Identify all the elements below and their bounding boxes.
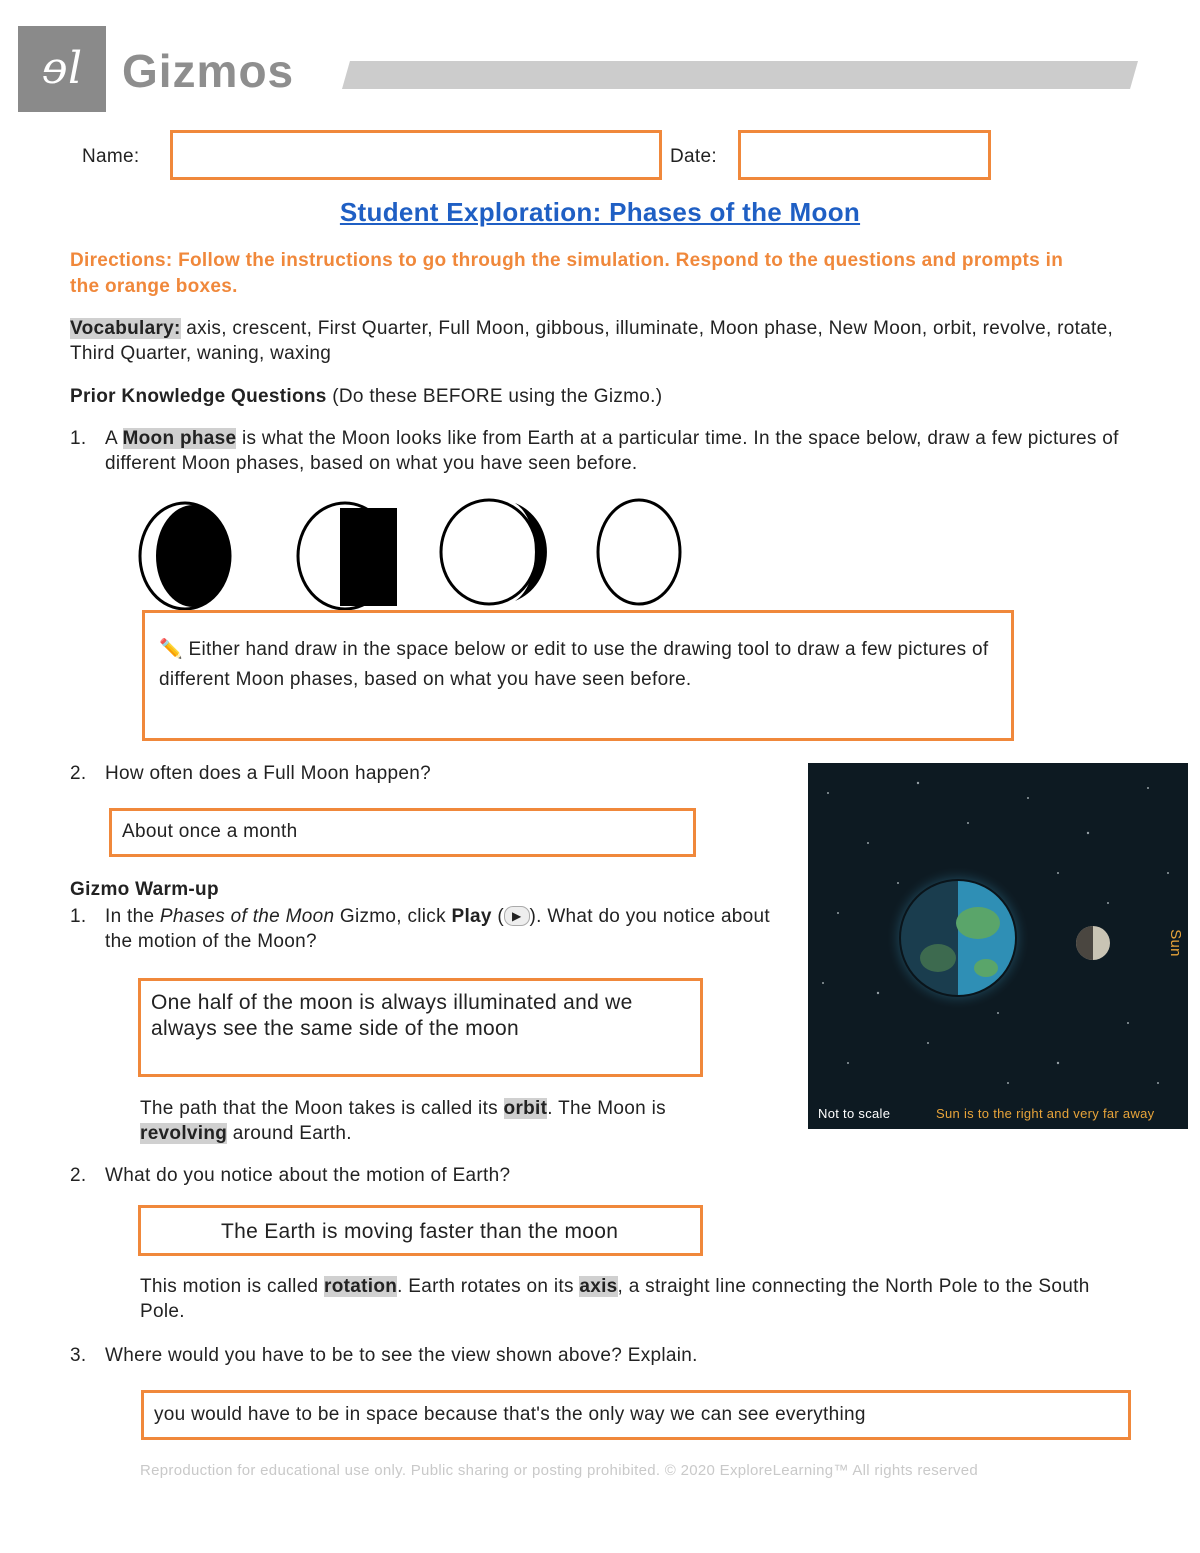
- moon: [1076, 926, 1110, 960]
- starfield: [808, 763, 1188, 1129]
- moon-motion-answer-box[interactable]: [138, 978, 703, 1077]
- orbit-note: [140, 1096, 750, 1146]
- drawing-prompt: ✏️ Either hand draw in the space below or edit to use the drawing tool to draw a few pictures of different Moon phases, based on what you have seen before.: [159, 639, 989, 690]
- orbit-note-pre: The path that the Moon takes is called its: [140, 1098, 504, 1119]
- directions: Directions: Follow the instructions to go through the simulation. Respond to the questions and prompts in the orange boxes.: [70, 250, 1064, 297]
- wq3-text: Where would you have to be to see the view shown above? Explain.: [105, 1345, 698, 1366]
- prior-knowledge-title: Prior Knowledge Questions: [70, 386, 327, 407]
- warmup-question-3: [70, 1343, 1130, 1368]
- rotation-note-post: , a straight line connecting the North Pole to the South Pole.: [140, 1276, 1090, 1322]
- date-label: Date:: [670, 146, 717, 167]
- prior-question-1: [70, 426, 1140, 476]
- warmup-question-2: [70, 1163, 1130, 1188]
- page-title: Student Exploration: Phases of the Moon: [339, 197, 861, 227]
- earth-motion-answer: The Earth is moving faster than the moon: [221, 1220, 619, 1243]
- question-number: 2.: [70, 763, 87, 784]
- header-bar: [342, 61, 1138, 89]
- question-number: 1.: [70, 906, 87, 927]
- wq1-pre: In the: [105, 906, 160, 927]
- orbit-note-mid: . The Moon is: [547, 1098, 666, 1119]
- rotation-note: [140, 1274, 1130, 1324]
- rotation-note-pre: This motion is called: [140, 1276, 325, 1297]
- moon-drawing-4: [598, 500, 680, 604]
- explorelearning-logo: ɘl: [18, 26, 106, 112]
- vocabulary-list: axis, crescent, First Quarter, Full Moon, gibbous, illuminate, Moon phase, New Moon, orbit, revolve, rotate, Third Quarter, waning, waxing: [70, 318, 1114, 364]
- q1-text-pre: A: [105, 428, 123, 449]
- moon-drawing-3: [441, 500, 547, 604]
- moon-drawing-1: [140, 503, 230, 609]
- drawing-answer-box[interactable]: [142, 610, 1014, 741]
- rotation-note-mid: . Earth rotates on its: [397, 1276, 580, 1297]
- prior-knowledge-note: (Do these BEFORE using the Gizmo.): [326, 386, 663, 407]
- moon-phase-drawings: [135, 495, 695, 615]
- play-icon: ▶: [504, 906, 530, 926]
- copyright-footer: Reproduction for educational use only. Public sharing or posting prohibited. © 2020 ExploreLearning™ All rights reserved: [140, 1462, 979, 1479]
- wq1-paren: (: [491, 906, 504, 927]
- orbit-note-post: around Earth.: [227, 1123, 352, 1144]
- orbit-term: orbit: [503, 1098, 548, 1119]
- vocabulary-label: Vocabulary:: [70, 318, 181, 339]
- moon-phase-term: Moon phase: [122, 428, 237, 449]
- axis-term: axis: [579, 1276, 618, 1297]
- wq2-text: What do you notice about the motion of Earth?: [105, 1165, 511, 1186]
- name-label: Name:: [82, 146, 140, 167]
- warmup-heading: Gizmo Warm-up: [70, 879, 219, 900]
- prior-knowledge-heading: [70, 384, 1130, 409]
- moon-drawing-2: [298, 503, 397, 609]
- sun-label: Sun: [1167, 929, 1184, 957]
- revolving-term: revolving: [140, 1123, 228, 1144]
- full-moon-answer-box[interactable]: [109, 808, 696, 857]
- view-location-answer-box[interactable]: [141, 1390, 1131, 1440]
- gizmo-simulation-image: [808, 763, 1188, 1129]
- vocabulary: [70, 316, 1130, 366]
- question-number: 2.: [70, 1165, 87, 1186]
- full-moon-answer: About once a month: [122, 821, 298, 842]
- q2-text: How often does a Full Moon happen?: [105, 763, 432, 784]
- gizmos-brand: Gizmos: [122, 45, 295, 97]
- not-to-scale-label: Not to scale: [818, 1106, 891, 1121]
- wq1-mid: Gizmo, click: [334, 906, 452, 927]
- view-location-answer: you would have to be in space because that's the only way we can see everything: [154, 1404, 866, 1425]
- rotation-term: rotation: [324, 1276, 398, 1297]
- q1-text-post: is what the Moon looks like from Earth at a particular time. In the space below, draw a few pictures of different Moon phases, based on what you have seen before.: [105, 428, 1119, 474]
- warmup-question-1: [70, 904, 780, 954]
- name-field[interactable]: [170, 130, 662, 180]
- gizmo-name: Phases of the Moon: [159, 906, 335, 927]
- sun-note-label: Sun is to the right and very far away: [936, 1106, 1155, 1121]
- play-label: Play: [451, 906, 492, 927]
- moon-motion-answer: One half of the moon is always illuminated and we always see the same side of the moon: [151, 991, 633, 1040]
- earth-motion-answer-box[interactable]: [138, 1205, 703, 1256]
- question-number: 1.: [70, 428, 87, 449]
- date-field[interactable]: [738, 130, 991, 180]
- wq1-post: ). What do you notice about the motion of the Moon?: [105, 906, 770, 952]
- question-number: 3.: [70, 1345, 87, 1366]
